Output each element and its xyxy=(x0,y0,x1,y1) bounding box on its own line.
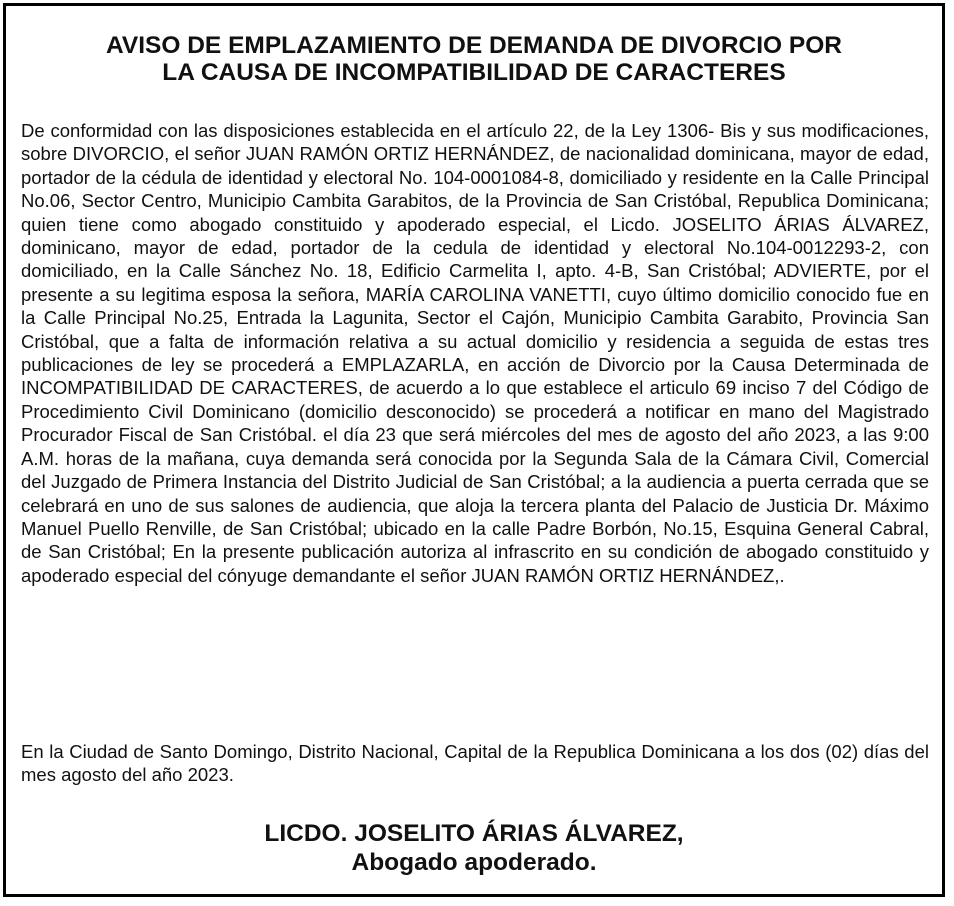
notice-closing-paragraph: En la Ciudad de Santo Domingo, Distrito Nacional, Capital de la Republica Dominicana a los dos (02) días del mes agosto del año 2023. xyxy=(21,741,929,786)
signature-role: Abogado apoderado. xyxy=(351,849,597,876)
notice-title-line-2: LA CAUSA DE INCOMPATIBILIDAD DE CARACTERES xyxy=(162,59,786,86)
notice-title xyxy=(16,32,932,86)
legal-notice-box xyxy=(3,3,945,897)
notice-title-line-1: AVISO DE EMPLAZAMIENTO DE DEMANDA DE DIVORCIO POR xyxy=(106,32,842,59)
signature-name: LICDO. JOSELITO ÁRIAS ÁLVAREZ, xyxy=(264,820,684,847)
notice-body-paragraph: De conformidad con las disposiciones establecida en el artículo 22, de la Ley 1306- Bis y sus modificaciones, sobre DIVORCIO, el señor JUAN RAMÓN ORTIZ HERNÁNDEZ, de nacionalidad dominicana, mayor de edad, portador de la cédula de identidad y electoral No. 104-0001084-8, domiciliado y residente en la Calle Principal No.06, Sector Centro, Municipio Cambita Garabitos, de la Provincia de San Cristóbal, Republica Dominicana; quien tiene como abogado constituido y apoderado especial, el Licdo. JOSELITO ÁRIAS ÁLVAREZ, dominicano, mayor de edad, portador de la cedula de identidad y electoral No.104-0012293-2, con domiciliado, en la Calle Sánchez No. 18, Edificio Carmelita I, apto. 4-B, San Cristóbal; ADVIERTE, por el presente a su legitima esposa la señora, MARÍA CAROLINA VANETTI, cuyo último domicilio conocido fue en la Calle Principal No.25, Entrada la Lagunita, Sector el Cajón, Municipio Cambita Garabito, Provincia San Cristóbal, que a falta de información relativa a su actual domicilio y residencia a seguida de estas tres publicaciones de ley se procederá a EMPLAZARLA, en acción de Divorcio por la Causa Determinada de INCOMPATIBILIDAD DE CARACTERES, de acuerdo a lo que establece el articulo 69 inciso 7 del Código de Procedimiento Civil Dominicano (domicilio desconocido) se procederá a notificar en mano del Magistrado Procurador Fiscal de San Cristóbal. el día 23 que será miércoles del mes de agosto del año 2023, a las 9:00 A.M. horas de la mañana, cuya demanda será conocida por la Segunda Sala de la Cámara Civil, Comercial del Juzgado de Primera Instancia del Distrito Judicial de San Cristóbal; a la audiencia a puerta cerrada que se celebrará en uno de sus salones de audiencia, que aloja la tercera planta del Palacio de Justicia Dr. Máximo Manuel Puello Renville, de San Cristóbal; ubicado en la calle Padre Borbón, No.15, Esquina General Cabral, de San Cristóbal; En la presente publicación autoriza al infrascrito en su condición de abogado constituido y apoderado especial del cónyuge demandante el señor JUAN RAMÓN ORTIZ HERNÁNDEZ,. xyxy=(21,120,929,586)
signature-block xyxy=(16,819,932,877)
